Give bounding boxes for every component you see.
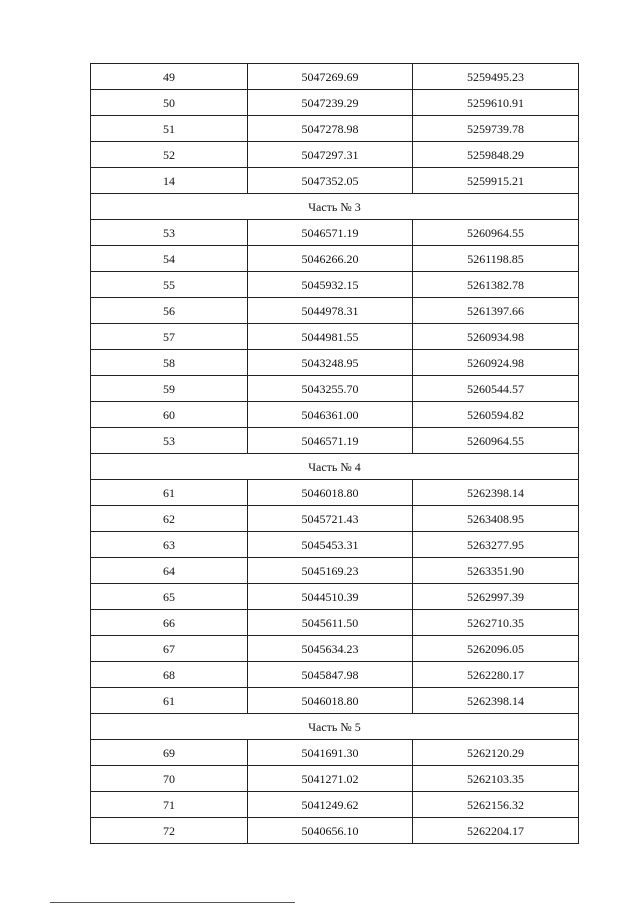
point-number-cell: 60	[91, 402, 248, 428]
section-header-row	[91, 714, 579, 740]
x-coordinate-cell: 5045634.23	[248, 636, 413, 662]
x-coordinate-cell: 5045847.98	[248, 662, 413, 688]
table-row	[91, 688, 579, 714]
point-number-cell: 50	[91, 90, 248, 116]
table-row	[91, 298, 579, 324]
table-row	[91, 740, 579, 766]
point-number-cell: 58	[91, 350, 248, 376]
y-coordinate-cell: 5260964.55	[413, 220, 579, 246]
x-coordinate-cell: 5045453.31	[248, 532, 413, 558]
x-coordinate-cell: 5044981.55	[248, 324, 413, 350]
footer-rule	[50, 902, 295, 903]
table-row	[91, 376, 579, 402]
x-coordinate-cell: 5041691.30	[248, 740, 413, 766]
point-number-cell: 57	[91, 324, 248, 350]
point-number-cell: 49	[91, 64, 248, 90]
y-coordinate-cell: 5259495.23	[413, 64, 579, 90]
y-coordinate-cell: 5262103.35	[413, 766, 579, 792]
x-coordinate-cell: 5045932.15	[248, 272, 413, 298]
x-coordinate-cell: 5045169.23	[248, 558, 413, 584]
point-number-cell: 65	[91, 584, 248, 610]
y-coordinate-cell: 5262280.17	[413, 662, 579, 688]
y-coordinate-cell: 5261382.78	[413, 272, 579, 298]
point-number-cell: 66	[91, 610, 248, 636]
x-coordinate-cell: 5043255.70	[248, 376, 413, 402]
point-number-cell: 61	[91, 688, 248, 714]
table-row	[91, 350, 579, 376]
y-coordinate-cell: 5262120.29	[413, 740, 579, 766]
table-row	[91, 610, 579, 636]
x-coordinate-cell: 5046018.80	[248, 480, 413, 506]
table-row	[91, 428, 579, 454]
x-coordinate-cell: 5040656.10	[248, 818, 413, 844]
point-number-cell: 64	[91, 558, 248, 584]
x-coordinate-cell: 5047239.29	[248, 90, 413, 116]
y-coordinate-cell: 5263408.95	[413, 506, 579, 532]
x-coordinate-cell: 5043248.95	[248, 350, 413, 376]
table-row	[91, 116, 579, 142]
table-row	[91, 90, 579, 116]
y-coordinate-cell: 5259610.91	[413, 90, 579, 116]
table-row	[91, 662, 579, 688]
table-row	[91, 324, 579, 350]
point-number-cell: 53	[91, 428, 248, 454]
x-coordinate-cell: 5044978.31	[248, 298, 413, 324]
x-coordinate-cell: 5041249.62	[248, 792, 413, 818]
x-coordinate-cell: 5045721.43	[248, 506, 413, 532]
point-number-cell: 71	[91, 792, 248, 818]
point-number-cell: 56	[91, 298, 248, 324]
y-coordinate-cell: 5262156.32	[413, 792, 579, 818]
y-coordinate-cell: 5262710.35	[413, 610, 579, 636]
point-number-cell: 62	[91, 506, 248, 532]
section-header: Часть № 4	[91, 454, 579, 480]
x-coordinate-cell: 5045611.50	[248, 610, 413, 636]
point-number-cell: 61	[91, 480, 248, 506]
section-header-row	[91, 194, 579, 220]
x-coordinate-cell: 5046018.80	[248, 688, 413, 714]
table-row	[91, 636, 579, 662]
section-header-row	[91, 454, 579, 480]
table-row	[91, 506, 579, 532]
section-header: Часть № 5	[91, 714, 579, 740]
y-coordinate-cell: 5261397.66	[413, 298, 579, 324]
x-coordinate-cell: 5046266.20	[248, 246, 413, 272]
y-coordinate-cell: 5262398.14	[413, 688, 579, 714]
y-coordinate-cell: 5262398.14	[413, 480, 579, 506]
point-number-cell: 52	[91, 142, 248, 168]
table-row	[91, 584, 579, 610]
x-coordinate-cell: 5047278.98	[248, 116, 413, 142]
coordinates-table	[90, 63, 579, 844]
y-coordinate-cell: 5262204.17	[413, 818, 579, 844]
point-number-cell: 59	[91, 376, 248, 402]
point-number-cell: 68	[91, 662, 248, 688]
table-row	[91, 142, 579, 168]
point-number-cell: 69	[91, 740, 248, 766]
y-coordinate-cell: 5259848.29	[413, 142, 579, 168]
y-coordinate-cell: 5263277.95	[413, 532, 579, 558]
y-coordinate-cell: 5261198.85	[413, 246, 579, 272]
table-row	[91, 64, 579, 90]
x-coordinate-cell: 5046571.19	[248, 220, 413, 246]
point-number-cell: 55	[91, 272, 248, 298]
x-coordinate-cell: 5047352.05	[248, 168, 413, 194]
x-coordinate-cell: 5047297.31	[248, 142, 413, 168]
point-number-cell: 67	[91, 636, 248, 662]
coordinates-table-body	[91, 64, 579, 844]
table-row	[91, 246, 579, 272]
table-row	[91, 168, 579, 194]
y-coordinate-cell: 5262997.39	[413, 584, 579, 610]
x-coordinate-cell: 5047269.69	[248, 64, 413, 90]
x-coordinate-cell: 5044510.39	[248, 584, 413, 610]
y-coordinate-cell: 5263351.90	[413, 558, 579, 584]
table-row	[91, 818, 579, 844]
point-number-cell: 53	[91, 220, 248, 246]
section-header: Часть № 3	[91, 194, 579, 220]
y-coordinate-cell: 5260594.82	[413, 402, 579, 428]
y-coordinate-cell: 5260924.98	[413, 350, 579, 376]
point-number-cell: 72	[91, 818, 248, 844]
table-row	[91, 272, 579, 298]
y-coordinate-cell: 5259915.21	[413, 168, 579, 194]
y-coordinate-cell: 5262096.05	[413, 636, 579, 662]
x-coordinate-cell: 5046571.19	[248, 428, 413, 454]
point-number-cell: 51	[91, 116, 248, 142]
x-coordinate-cell: 5041271.02	[248, 766, 413, 792]
table-row	[91, 480, 579, 506]
table-row	[91, 766, 579, 792]
y-coordinate-cell: 5260964.55	[413, 428, 579, 454]
point-number-cell: 14	[91, 168, 248, 194]
table-row	[91, 402, 579, 428]
table-row	[91, 532, 579, 558]
y-coordinate-cell: 5259739.78	[413, 116, 579, 142]
y-coordinate-cell: 5260934.98	[413, 324, 579, 350]
point-number-cell: 70	[91, 766, 248, 792]
table-row	[91, 220, 579, 246]
point-number-cell: 63	[91, 532, 248, 558]
x-coordinate-cell: 5046361.00	[248, 402, 413, 428]
table-row	[91, 558, 579, 584]
y-coordinate-cell: 5260544.57	[413, 376, 579, 402]
point-number-cell: 54	[91, 246, 248, 272]
table-row	[91, 792, 579, 818]
